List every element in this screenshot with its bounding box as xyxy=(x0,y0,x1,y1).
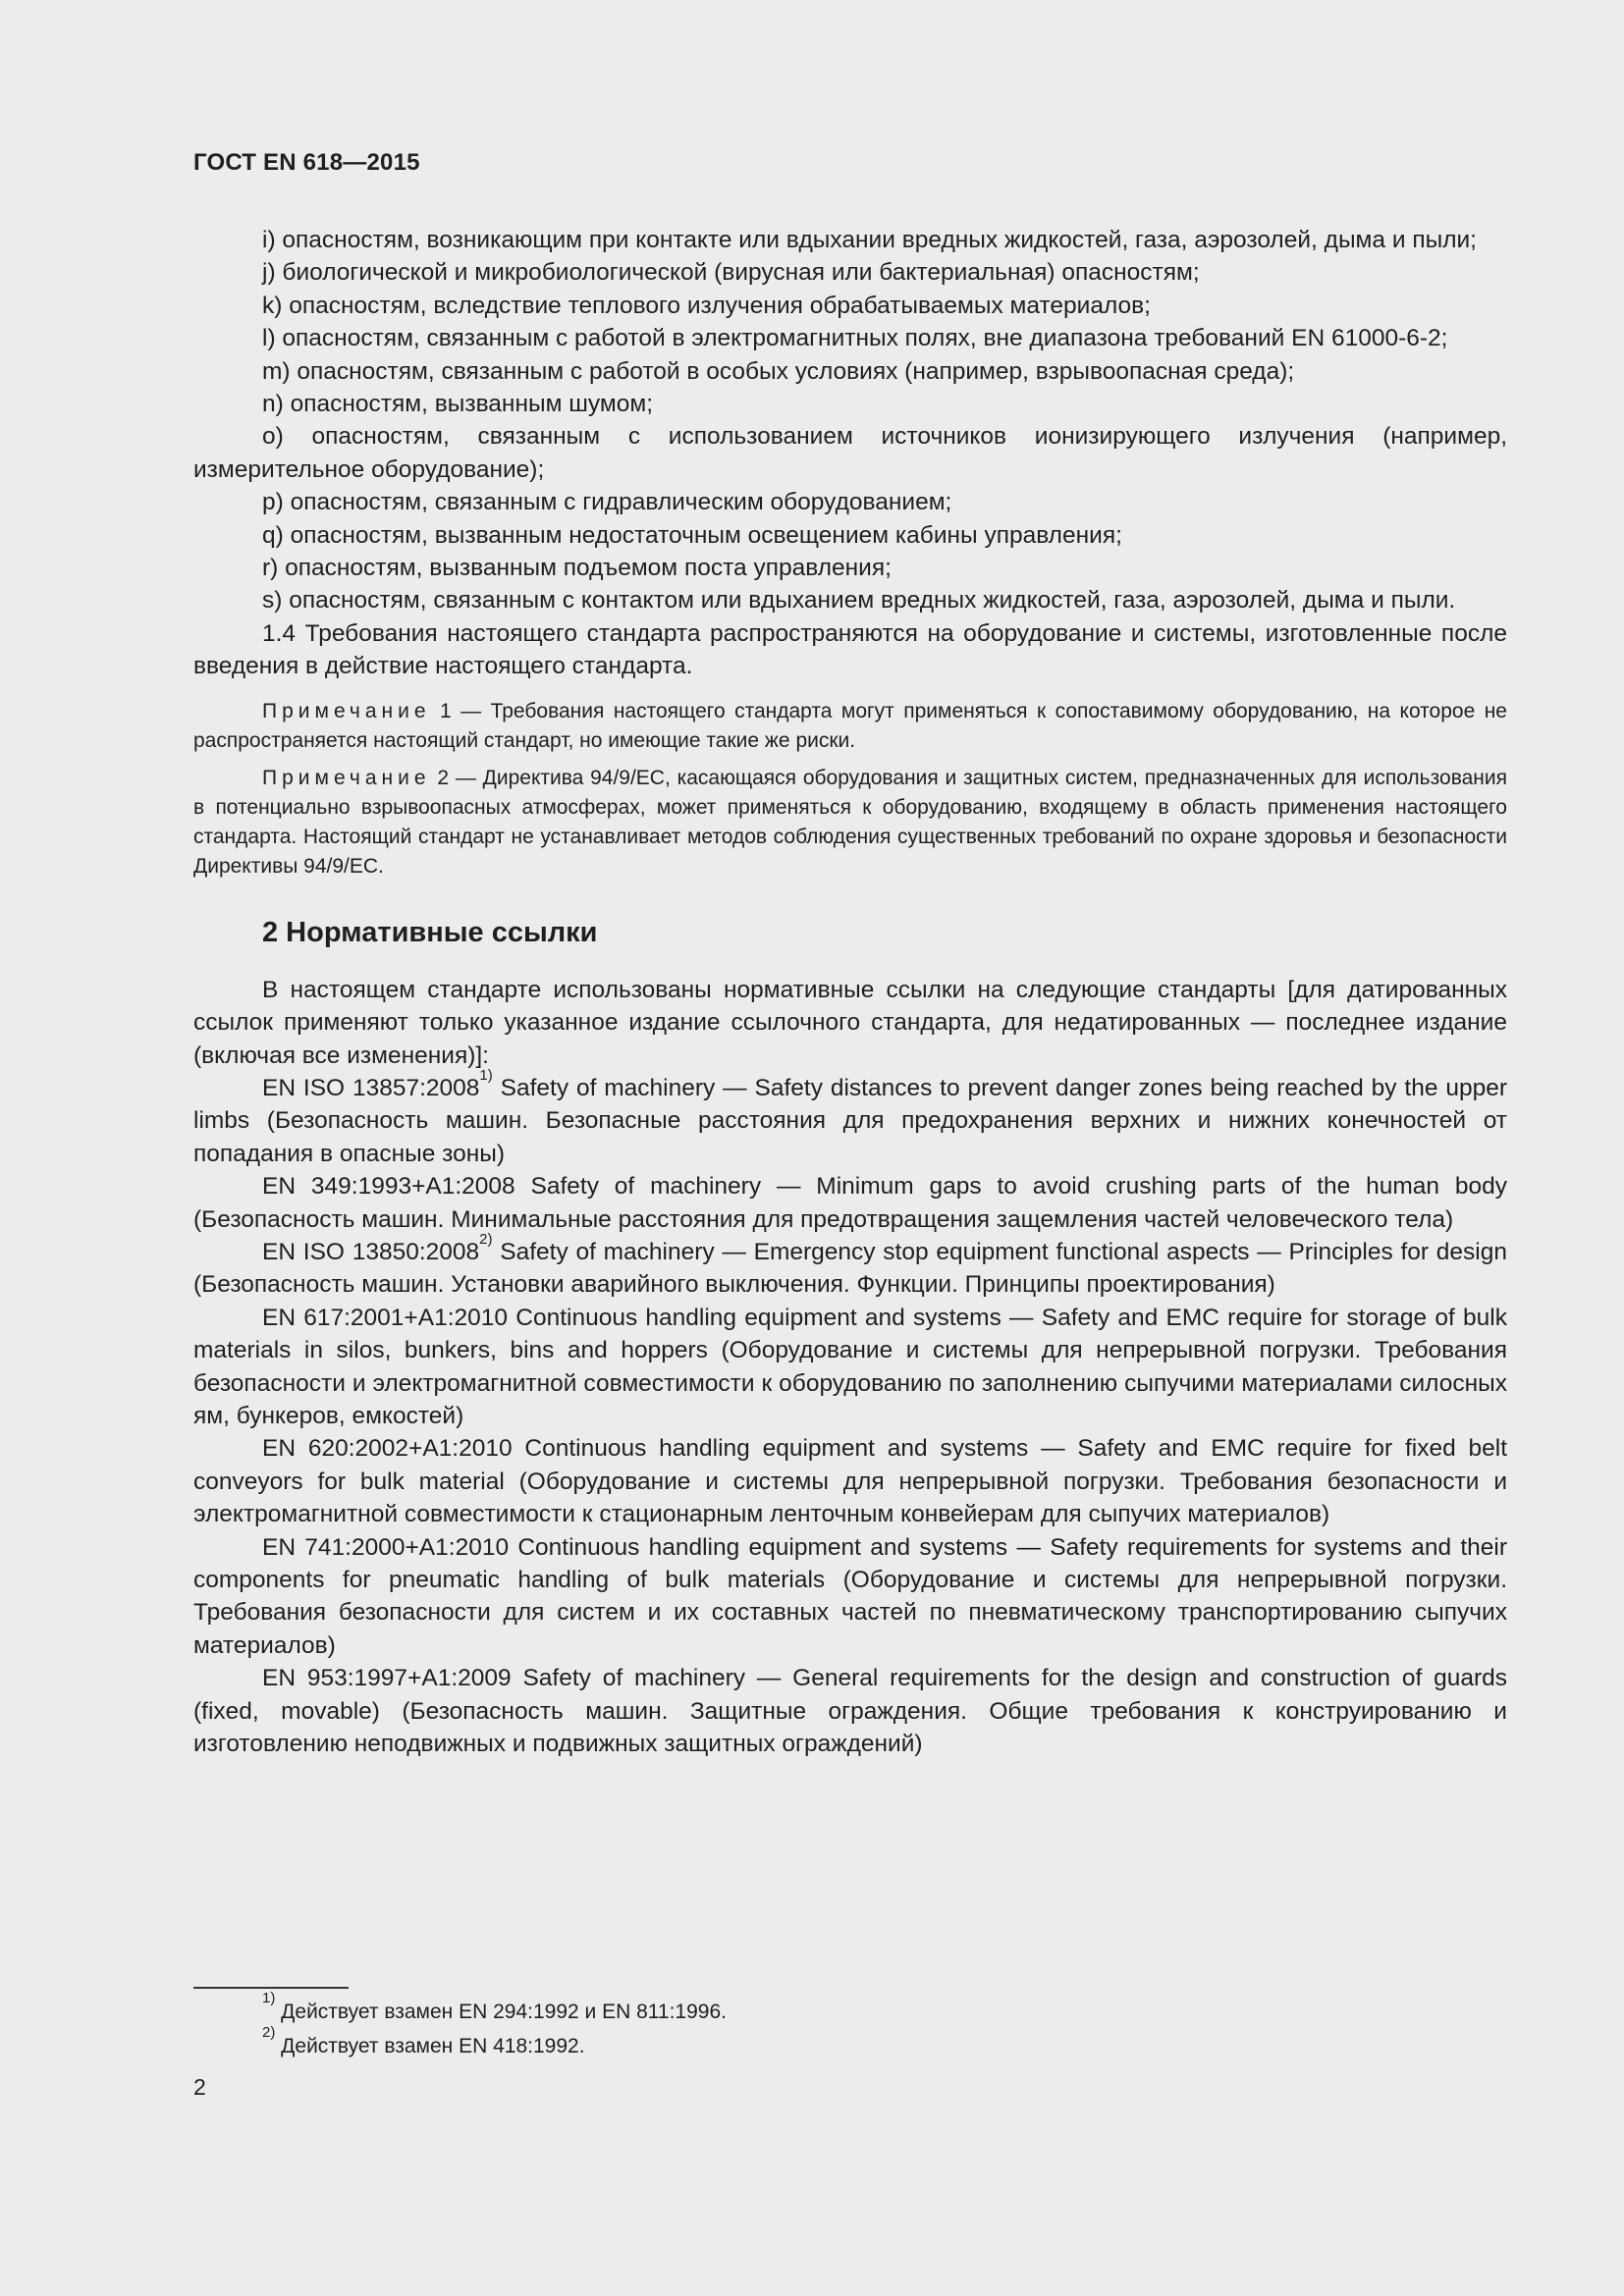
clause-1-4: 1.4 Требования настоящего стандарта распространяются на оборудование и системы, изготовленные после введения в действие настоящего стандарта. xyxy=(193,619,1507,680)
reference-item xyxy=(193,1432,1507,1530)
note-2 xyxy=(193,764,1507,881)
note-number: 2 xyxy=(437,766,450,789)
list-item-q: q) опасностям, вызванным недостаточным освещением кабины управления; xyxy=(262,521,1122,549)
note-label: Примечание xyxy=(262,766,431,789)
list-item-s: s) опасностям, связанным с контактом или вдыханием вредных жидкостей, газа, аэрозолей, дыма и пыли. xyxy=(262,587,1456,614)
reference-text: Continuous handling equipment and systems — Safety requirements for systems and their components for pneumatic handling of bulk materials (Оборудование и системы для непрерывной погрузки. Требования безопасности для систем и их составных частей по пневматическому транспортированию сыпучих материалов) xyxy=(193,1533,1507,1659)
reference-item xyxy=(193,1531,1507,1663)
note-text: — Директива 94/9/EC, касающаяся оборудования и защитных систем, предназначенных для использования в потенциально взрывоопасных атмосферах, может применяться к оборудованию, входящему в область применения настоящего стандарта. Настоящий стандарт не устанавливает методов соблюдения существенных требований по охране здоровья и безопасности Директивы 94/9/EC. xyxy=(193,766,1507,878)
reference-text: Safety of machinery — General requirements for the design and construction of guards (fixed, movable) (Безопасность машин. Защитные ограждения. Общие требования к конструированию и изготовлению неподвижных и подвижных защитных ограждений) xyxy=(193,1665,1507,1758)
reference-text: Safety of machinery — Minimum gaps to avoid crushing parts of the human body (Безопасность машин. Минимальные расстояния для предотвращения защемления частей человеческого тела) xyxy=(193,1173,1507,1233)
footnote-text: Действует взамен EN 418:1992. xyxy=(275,2035,585,2057)
footnotes xyxy=(193,1990,1507,2063)
footnote-divider xyxy=(193,1987,349,1989)
reference-code: EN 349:1993+A1:2008 xyxy=(262,1173,515,1201)
reference-code: EN ISO 13857:2008 xyxy=(262,1074,480,1101)
reference-code: EN ISO 13850:2008 xyxy=(262,1238,480,1265)
list-item-o: o) опасностям, связанным с использованием источников ионизирующего излучения (например, измерительное оборудование); xyxy=(193,423,1507,483)
footnote-mark: 1) xyxy=(262,1990,276,2006)
reference-code: EN 617:2001+A1:2010 xyxy=(262,1304,509,1331)
reference-code: EN 953:1997+A1:2009 xyxy=(262,1665,512,1692)
list-item-l: l) опасностям, связанным с работой в электромагнитных полях, вне диапазона требований EN 61000-6-2; xyxy=(262,325,1448,352)
reference-item xyxy=(193,1662,1507,1760)
reference-text: Continuous handling equipment and systems — Safety and EMC require for fixed belt conveyors for bulk material (Оборудование и системы для непрерывной погрузки. Требования безопасности и электромагнитной совместимости к стационарным ленточным конвейерам для сыпучих материалов) xyxy=(193,1435,1507,1528)
footnote-marker: 1) xyxy=(479,1066,493,1084)
reference-item xyxy=(193,1066,1507,1170)
footnote-mark: 2) xyxy=(262,2024,276,2041)
section-2-title: 2 Нормативные ссылки xyxy=(262,916,598,948)
main-content xyxy=(193,224,1507,1760)
footnote-text: Действует взамен EN 294:1992 и EN 811:1996. xyxy=(275,2001,727,2023)
reference-item xyxy=(193,1302,1507,1433)
note-number: 1 xyxy=(440,699,452,722)
note-label: Примечание xyxy=(262,699,431,722)
reference-code: EN 620:2002+A1:2010 xyxy=(262,1435,513,1463)
reference-item xyxy=(193,1170,1507,1236)
footnote-marker: 2) xyxy=(479,1230,493,1248)
reference-item xyxy=(193,1230,1507,1302)
footnote-2 xyxy=(193,2024,1507,2063)
list-item-i: i) опасностям, возникающим при контакте или вдыхании вредных жидкостей, газа, аэрозолей, дыма и пыли; xyxy=(262,227,1477,253)
reference-text: Safety of machinery — Emergency stop equipment functional aspects — Principles for design (Безопасность машин. Установки аварийного выключения. Функции. Принципы проектирования) xyxy=(193,1238,1507,1299)
list-item-j: j) биологической и микробиологической (вирусная или бактериальная) опасностям; xyxy=(262,259,1200,287)
section-2-intro: В настоящем стандарте использованы нормативные ссылки на следующие стандарты [для датированных ссылок применяют только указанное издание ссылочного стандарта, для недатированных — последнее издание (включая все изменения)]: xyxy=(193,976,1507,1069)
list-item-n: n) опасностям, вызванным шумом; xyxy=(262,391,654,418)
list-item-m: m) опасностям, связанным с работой в особых условиях (например, взрывоопасная среда); xyxy=(262,357,1295,385)
document-header: ГОСТ EN 618—2015 xyxy=(193,149,420,176)
list-item-r: r) опасностям, вызванным подъемом поста управления; xyxy=(262,555,892,582)
note-text: — Требования настоящего стандарта могут применяться к сопоставимому оборудованию, на которое не распространяется настоящий стандарт, но имеющие такие же риски. xyxy=(193,699,1507,752)
reference-text: Safety of machinery — Safety distances to prevent danger zones being reached by the upper limbs (Безопасность машин. Безопасные расстояния для предохранения верхних и нижних конечностей от попадания в опасные зоны) xyxy=(193,1074,1507,1167)
reference-text: Continuous handling equipment and systems — Safety and EMC require for storage of bulk materials in silos, bunkers, bins and hoppers (Оборудование и системы для непрерывной погрузки. Требования безопасности и электромагнитной совместимости к оборудованию по заполнению сыпучими материалами силосных ям, бункеров, емкостей) xyxy=(193,1304,1507,1429)
reference-code: EN 741:2000+A1:2010 xyxy=(262,1533,510,1561)
footnote-1 xyxy=(193,1990,1507,2029)
list-item-k: k) опасностям, вследствие теплового излучения обрабатываемых материалов; xyxy=(262,292,1151,319)
list-item-p: p) опасностям, связанным с гидравлическим оборудованием; xyxy=(262,489,952,516)
page-number: 2 xyxy=(193,2074,206,2100)
note-1 xyxy=(193,697,1507,756)
